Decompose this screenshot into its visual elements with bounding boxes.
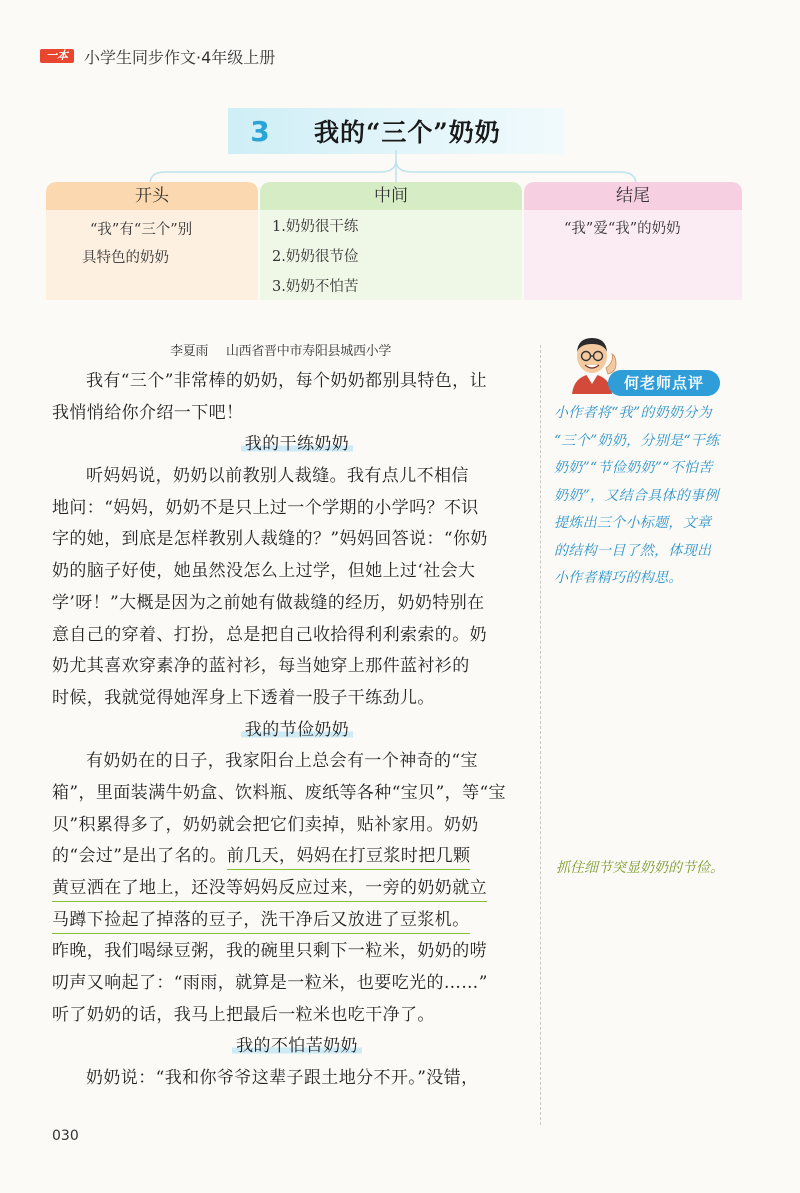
outline-line: 3.奶奶不怕苦 <box>272 279 359 295</box>
paragraph-text: 的“会过”是出了名的。 <box>52 846 227 867</box>
outline-column-opening <box>46 182 258 300</box>
outline-line: “我”爱“我”的奶奶 <box>564 221 681 237</box>
paragraph-line <box>52 841 532 873</box>
teacher-comment-badge: 何老师点评 <box>608 370 720 396</box>
author-name: 李夏雨 <box>170 344 209 359</box>
essay-title: 我的“三个”奶奶 <box>314 118 501 147</box>
outline-line: “我”有“三个”别 <box>90 222 193 238</box>
paragraph-line: 时候，我就觉得她浑身上下透着一股子干练劲儿。 <box>52 687 435 708</box>
paragraph-line <box>52 905 532 937</box>
outline-body-opening <box>46 210 258 300</box>
paragraph-line: 有奶奶在的日子，我家阳台上总会有一个神奇的“宝 <box>86 751 478 772</box>
outline-line: 1.奶奶很干练 <box>272 219 359 235</box>
paragraph-line: 昨晚，我们喝绿豆粥，我的碗里只剩下一粒米，奶奶的唠 <box>52 941 487 962</box>
paragraph-line: 学’呀！”大概是因为之前她有做裁缝的经历，奶奶特别在 <box>52 592 485 613</box>
paragraph-line: 意自己的穿着、打扮，总是把自己收拾得利利索索的。奶 <box>52 624 487 645</box>
paragraph-line: 贝”积累得多了，奶奶就会把它们卖掉，贴补家用。奶奶 <box>52 814 479 835</box>
series-tag: 一本 <box>40 49 74 63</box>
outline-line: 具特色的奶奶 <box>82 250 169 266</box>
comment-line: 小作者将“我”的奶奶分为 <box>554 405 712 421</box>
outline-column-ending <box>524 182 742 300</box>
underlined-detail: 黄豆洒在了地上，还没等妈妈反应过来，一旁的奶奶就立 <box>52 878 487 902</box>
paragraph-line: 听妈妈说，奶奶以前教别人裁缝。我有点儿不相信 <box>86 466 469 487</box>
paragraph-line: 我有“三个”非常棒的奶奶，每个奶奶都别具特色，让 <box>86 371 487 391</box>
outline-head-ending: 结尾 <box>524 182 742 210</box>
author-school: 山西省晋中市寿阳县城西小学 <box>225 344 392 359</box>
paragraph-line: 奶奶说：“我和你爷爷这辈子跟土地分不开。”没错， <box>86 1068 479 1089</box>
column-divider <box>540 345 541 1125</box>
structure-outline <box>46 182 742 300</box>
running-header <box>40 44 275 68</box>
subheading-text: 我的节俭奶奶 <box>241 720 353 740</box>
underlined-detail: 前几天，妈妈在打豆浆时把几颗 <box>227 846 471 870</box>
essay-number: 3 <box>250 114 270 148</box>
paragraph-line <box>52 873 532 905</box>
comment-line: 小作者精巧的构思。 <box>554 570 683 586</box>
subheading-text: 我的干练奶奶 <box>241 434 353 454</box>
subheading-thrifty-grandma <box>52 715 532 747</box>
essay-title-bar <box>228 108 564 154</box>
outline-column-middle <box>260 182 522 300</box>
paragraph-line: 听了奶奶的话，我马上把最后一粒米也吃干净了。 <box>52 1004 435 1025</box>
paragraph-line: 奶的脑子好使，她虽然没怎么上过学，但她上过‘社会大 <box>52 561 476 582</box>
subheading-capable-grandma <box>52 429 532 461</box>
essay-body <box>52 366 532 1095</box>
subheading-hardworking-grandma <box>52 1031 532 1063</box>
comment-line: 奶奶”“节俭奶奶”“不怕苦 <box>554 460 713 476</box>
paragraph-line: 字的她，到底是怎样教别人裁缝的？”妈妈回答说：“你奶 <box>52 529 488 550</box>
outline-body-ending <box>524 210 742 300</box>
paragraph-line: 奶尤其喜欢穿素净的蓝衬衫，每当她穿上那件蓝衬衫的 <box>52 656 470 677</box>
book-title: 小学生同步作文·4年级上册 <box>84 47 276 67</box>
paragraph-line: 箱”，里面装满牛奶盒、饮料瓶、废纸等各种“宝贝”，等“宝 <box>52 782 506 803</box>
comment-line: “三个”奶奶，分别是“干练 <box>554 432 720 449</box>
outline-head-opening: 开头 <box>46 182 258 210</box>
outline-body-middle <box>260 210 522 300</box>
margin-note: 抓住细节突显奶奶的节俭。 <box>556 860 724 876</box>
paragraph-line: 地问：“妈妈，奶奶不是只上过一个学期的小学吗？不识 <box>52 497 479 518</box>
subheading-text: 我的不怕苦奶奶 <box>232 1036 362 1056</box>
underlined-detail: 马蹲下捡起了掉落的豆子，洗干净后又放进了豆浆机。 <box>52 910 470 934</box>
outline-line: 2.奶奶很节俭 <box>272 249 359 265</box>
page-number: 030 <box>52 1128 79 1144</box>
outline-head-middle: 中间 <box>260 182 522 210</box>
teacher-comment <box>554 400 750 593</box>
comment-line: 的结构一目了然，体现出 <box>554 542 712 559</box>
comment-line: 奶奶”，又结合具体的事例 <box>554 487 719 504</box>
paragraph-line: 叨声又响起了：“雨雨，就算是一粒米，也要吃光的……” <box>52 973 488 994</box>
paragraph-line: 我悄悄给你介绍一下吧！ <box>52 402 244 423</box>
comment-line: 提炼出三个小标题，文章 <box>554 515 712 531</box>
author-line <box>170 340 391 359</box>
